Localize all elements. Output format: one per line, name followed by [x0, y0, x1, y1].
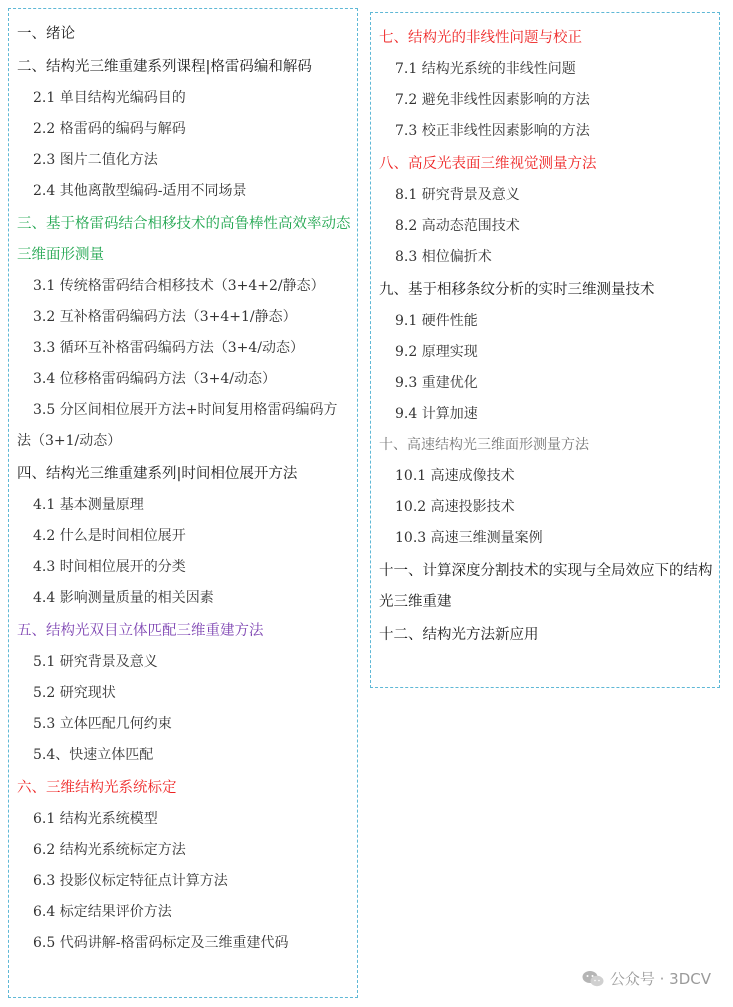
section-6-heading: 六、三维结构光系统标定	[17, 780, 177, 796]
section-4-item: 4.4 影响测量质量的相关因素	[33, 590, 214, 606]
section-12-heading: 十二、结构光方法新应用	[379, 627, 539, 643]
right-toc-column	[370, 12, 720, 688]
section-2-heading: 二、结构光三维重建系列课程|格雷码编和解码	[17, 59, 312, 75]
watermark-text: 公众号 · 3DCV	[609, 970, 711, 988]
left-toc-column	[8, 8, 358, 998]
section-7-heading: 七、结构光的非线性问题与校正	[379, 30, 582, 46]
section-5-item: 5.1 研究背景及意义	[33, 654, 158, 670]
section-4-heading: 四、结构光三维重建系列|时间相位展开方法	[17, 466, 298, 482]
section-4-item: 4.1 基本测量原理	[33, 497, 144, 513]
section-11-heading: 十一、计算深度分割技术的实现与全局效应下的结构光三维重建	[379, 563, 713, 610]
wechat-icon	[582, 970, 604, 988]
section-3-item: 3.1 传统格雷码结合相移技术（3+4+2/静态）	[33, 278, 325, 294]
section-3-item: 3.3 循环互补格雷码编码方法（3+4/动态）	[33, 340, 304, 356]
section-3-item: 3.2 互补格雷码编码方法（3+4+1/静态）	[33, 309, 297, 325]
section-8-heading: 八、高反光表面三维视觉测量方法	[379, 156, 597, 172]
section-9-item: 9.1 硬件性能	[395, 313, 478, 329]
section-6-item: 6.4 标定结果评价方法	[33, 904, 172, 920]
section-3-item: 3.4 位移格雷码编码方法（3+4/动态）	[33, 371, 276, 387]
section-10-heading: 十、高速结构光三维面形测量方法	[379, 437, 589, 453]
section-3-heading: 三、基于格雷码结合相移技术的高鲁棒性高效率动态三维面形测量	[17, 216, 351, 263]
section-6-item: 6.1 结构光系统模型	[33, 811, 158, 827]
section-5-item: 5.2 研究现状	[33, 685, 116, 701]
section-5-item: 5.3 立体匹配几何约束	[33, 716, 172, 732]
section-2-item: 2.4 其他离散型编码-适用不同场景	[33, 183, 247, 199]
section-9-item: 9.3 重建优化	[395, 375, 478, 391]
section-9-item: 9.4 计算加速	[395, 406, 478, 422]
section-9-item: 9.2 原理实现	[395, 344, 478, 360]
section-4-item: 4.3 时间相位展开的分类	[33, 559, 186, 575]
section-1-heading: 一、绪论	[17, 26, 75, 42]
section-6-item: 6.2 结构光系统标定方法	[33, 842, 186, 858]
section-5-heading: 五、结构光双目立体匹配三维重建方法	[17, 623, 264, 639]
section-8-item: 8.1 研究背景及意义	[395, 187, 520, 203]
section-7-item: 7.2 避免非线性因素影响的方法	[395, 92, 590, 108]
section-9-heading: 九、基于相移条纹分析的实时三维测量技术	[379, 282, 655, 298]
section-6-item: 6.5 代码讲解-格雷码标定及三维重建代码	[33, 935, 289, 951]
section-7-item: 7.3 校正非线性因素影响的方法	[395, 123, 590, 139]
section-6-item: 6.3 投影仪标定特征点计算方法	[33, 873, 228, 889]
section-3-item: 3.5 分区间相位展开方法+时间复用格雷码编码方法（3+1/动态）	[17, 402, 338, 449]
section-10-item: 10.2 高速投影技术	[395, 499, 515, 515]
watermark	[582, 968, 711, 989]
section-8-item: 8.2 高动态范围技术	[395, 218, 520, 234]
section-4-item: 4.2 什么是时间相位展开	[33, 528, 186, 544]
section-10-item: 10.1 高速成像技术	[395, 468, 515, 484]
section-5-item: 5.4、快速立体匹配	[33, 747, 154, 763]
section-7-item: 7.1 结构光系统的非线性问题	[395, 61, 576, 77]
section-2-item: 2.3 图片二值化方法	[33, 152, 158, 168]
section-10-item: 10.3 高速三维测量案例	[395, 530, 543, 546]
section-2-item: 2.2 格雷码的编码与解码	[33, 121, 186, 137]
section-8-item: 8.3 相位偏折术	[395, 249, 492, 265]
section-2-item: 2.1 单目结构光编码目的	[33, 90, 186, 106]
